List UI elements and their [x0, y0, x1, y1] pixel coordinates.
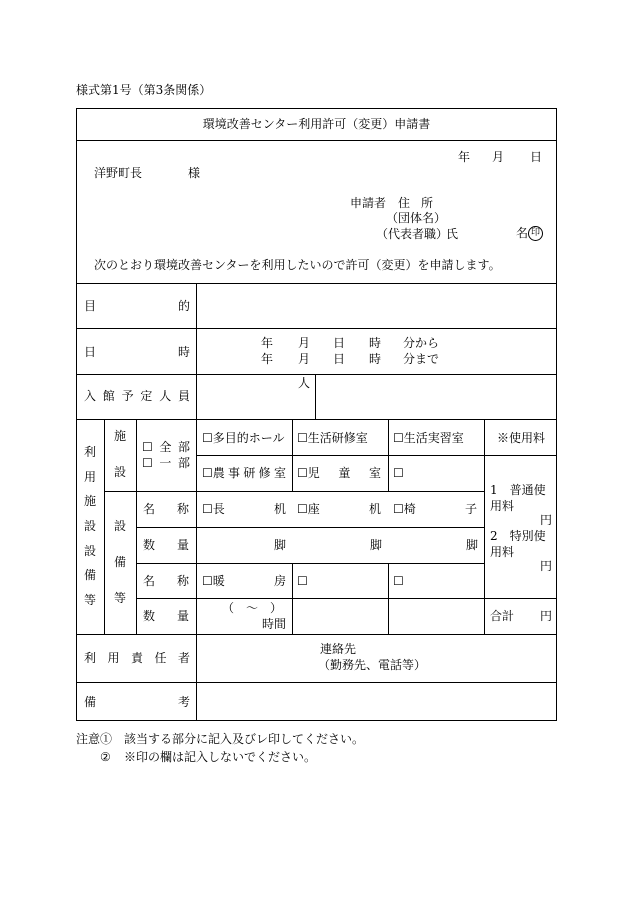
divider [388, 419, 389, 491]
from-month: 月 [298, 336, 311, 350]
equipment-name-label: 名 称 [143, 502, 189, 516]
addressee-name: 洋野町長 [94, 166, 143, 180]
divider [76, 283, 557, 284]
to-minute: 分まで [403, 352, 440, 366]
applicant-label: 申請者 [350, 196, 387, 210]
equipment-quantity-label: 数 量 [143, 609, 189, 623]
partial-rooms-checkbox[interactable]: ☐ 一 部 [142, 456, 190, 470]
long-desk-unit: 脚 [274, 538, 287, 552]
equipment-name-label: 名 称 [143, 574, 189, 588]
floor-desk-checkbox[interactable]: ☐座 机 [297, 502, 381, 516]
divider [292, 563, 293, 634]
total-label: 合計 [490, 609, 515, 623]
equipment-other-checkbox[interactable]: ☐ [297, 574, 308, 588]
divider [388, 563, 389, 634]
divider [76, 634, 557, 635]
remarks-label: 備 考 [84, 695, 190, 709]
normal-fee-yen: 円 [540, 513, 553, 527]
responsible-person-label: 利 用 責 任 者 [84, 651, 190, 665]
purpose-field[interactable] [200, 288, 552, 324]
chair-checkbox[interactable]: ☐椅 子 [393, 502, 477, 516]
heating-checkbox[interactable]: ☐暖 房 [202, 574, 286, 588]
purpose-label: 目 的 [84, 299, 190, 313]
attendees-field[interactable] [200, 378, 310, 415]
facility-label: 施 設 [113, 429, 126, 479]
special-fee-label: 2 特別使用料 [490, 529, 546, 559]
form-title: 環境改善センター利用許可（変更）申請書 [202, 117, 431, 131]
divider [315, 374, 316, 419]
contact-label: 連絡先 [320, 642, 357, 656]
room-life-training-checkbox[interactable]: ☐生活研修室 [297, 431, 368, 445]
divider [136, 598, 557, 599]
equipment-label: 設 備 等 [113, 519, 126, 605]
heating-time-unit: 時間 [262, 617, 287, 631]
note-prefix: 注意① [76, 732, 113, 746]
heating-time-range: （ ～ ） [222, 601, 283, 615]
divider [76, 140, 557, 141]
total-yen: 円 [540, 609, 553, 623]
room-other-checkbox[interactable]: ☐ [393, 466, 404, 480]
note-1: 該当する部分に記入及びレ印してください。 [124, 732, 365, 746]
divider [76, 374, 557, 375]
special-fee-yen: 円 [540, 559, 553, 573]
divider [484, 419, 485, 634]
date-day: 日 [530, 150, 543, 164]
divider [136, 527, 484, 528]
from-day: 日 [333, 336, 346, 350]
to-day: 日 [333, 352, 346, 366]
all-rooms-checkbox[interactable]: ☐ 全 部 [142, 440, 190, 454]
to-hour: 時 [369, 352, 382, 366]
to-month: 月 [298, 352, 311, 366]
from-minute: 分から [403, 336, 440, 350]
divider [196, 283, 197, 721]
room-multipurpose-hall-checkbox[interactable]: ☐多目的ホール [202, 431, 285, 445]
remarks-field[interactable] [200, 686, 552, 717]
divider [136, 563, 484, 564]
divider [292, 419, 293, 491]
normal-fee-label: 1 普通使用料 [490, 483, 546, 513]
divider [104, 419, 105, 634]
equipment-quantity-label: 数 量 [143, 538, 189, 552]
attendees-unit: 人 [298, 376, 311, 390]
seal-mark: 印 [528, 226, 543, 241]
addressee-honorific: 様 [188, 166, 201, 180]
date-month: 月 [492, 150, 505, 164]
facility-equipment-label: 利 用 施 設 設 備 等 [83, 445, 96, 607]
long-desk-checkbox[interactable]: ☐長 机 [202, 502, 286, 516]
chair-unit: 脚 [466, 538, 479, 552]
fee-header: ※使用料 [497, 431, 546, 445]
representative-label: （代表者職） [376, 227, 449, 241]
room-life-practice-checkbox[interactable]: ☐生活実習室 [393, 431, 464, 445]
attendees-label: 入 館 予 定 人 員 [84, 389, 190, 403]
applicant-name-label-1: 氏 [446, 227, 459, 241]
room-children-checkbox[interactable]: ☐児 童 室 [297, 466, 381, 480]
contact-note: （勤務先、電話等） [318, 658, 427, 672]
application-statement: 次のとおり環境改善センターを利用したいので許可（変更）を申請します。 [94, 258, 501, 272]
applicant-name-label-2: 名 印 [516, 226, 543, 241]
from-hour: 時 [369, 336, 382, 350]
floor-desk-unit: 脚 [370, 538, 383, 552]
divider [136, 419, 137, 634]
organization-label: （団体名） [386, 211, 447, 225]
form-number: 様式第1号（第3条関係） [76, 83, 212, 97]
note-2-number: ② [100, 750, 111, 764]
date-year: 年 [458, 150, 471, 164]
equipment-other-checkbox[interactable]: ☐ [393, 574, 404, 588]
divider [76, 328, 557, 329]
applicant-address-label: 住 所 [398, 196, 433, 210]
note-2: ※印の欄は記入しないでください。 [124, 750, 317, 764]
divider [76, 682, 557, 683]
to-year: 年 [261, 352, 274, 366]
room-agri-training-checkbox[interactable]: ☐農 事 研 修 室 [202, 466, 286, 480]
datetime-label: 日 時 [84, 345, 190, 359]
divider [104, 491, 484, 492]
from-year: 年 [261, 336, 274, 350]
divider [196, 455, 557, 456]
